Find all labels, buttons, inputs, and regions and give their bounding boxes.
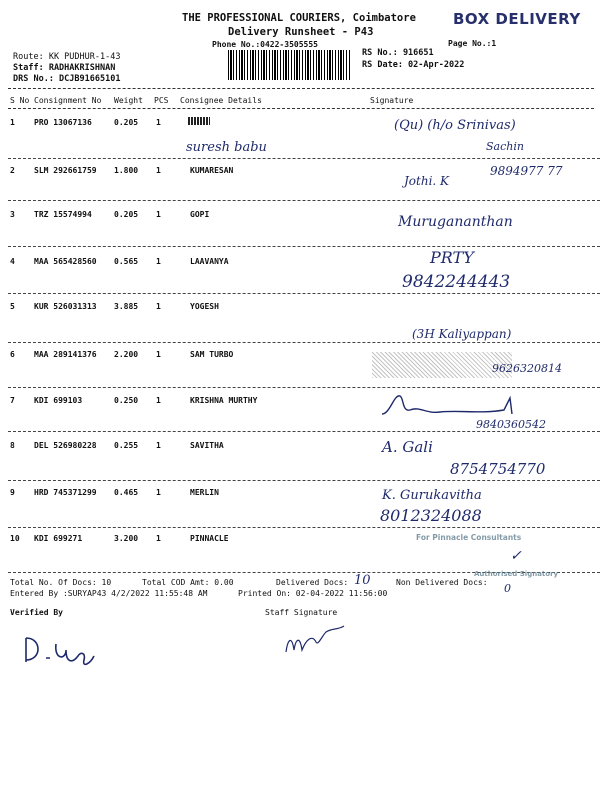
row-9-consignee: MERLIN [190, 488, 219, 497]
row-6-stamp [372, 352, 512, 378]
row-4-extra: 9842244443 [402, 272, 511, 292]
row-6-sno: 6 [10, 350, 15, 359]
row-3-pcs: 1 [156, 210, 161, 219]
row-8-pcs: 1 [156, 441, 161, 450]
row-divider [8, 200, 600, 201]
row-8-consignee: SAVITHA [190, 441, 224, 450]
row-divider [8, 246, 600, 247]
box-delivery-stamp: BOX DELIVERY [453, 10, 581, 28]
row-1-signature: (Qu) (h/o Srinivas) [394, 118, 516, 133]
row-5-consignment: KUR 526031313 [34, 302, 97, 311]
row-2-signature: Jothi. K [404, 174, 450, 188]
row-9-extra: 8012324088 [380, 506, 482, 525]
row-6-signature: 9626320814 [492, 362, 562, 375]
row-5-weight: 3.885 [114, 302, 139, 311]
entered-by: Entered By :SURYAP43 4/2/2022 11:55:48 AM [10, 589, 208, 598]
row-5-pcs: 1 [156, 302, 161, 311]
row-9-sno: 9 [10, 488, 15, 497]
col-consignee: Consignee Details [180, 96, 262, 105]
verified-by-label: Verified By [10, 608, 63, 617]
row-8-sno: 8 [10, 441, 15, 450]
row-10-consignment: KDI 699271 [34, 534, 83, 543]
row-4-pcs: 1 [156, 257, 161, 266]
col-sno: S No [10, 96, 30, 105]
row-8-consignment: DEL 526980228 [34, 441, 97, 450]
row-8-extra: 8754754770 [450, 460, 546, 478]
runsheet-title: Delivery Runsheet - P43 [228, 26, 374, 38]
row-4-sno: 4 [10, 257, 15, 266]
row-1-consignee-scratched [188, 117, 210, 125]
verified-by-signature [20, 630, 110, 670]
row-divider [8, 387, 600, 388]
row-3-weight: 0.205 [114, 210, 139, 219]
row-6-weight: 2.200 [114, 350, 139, 359]
page-number: Page No.:1 [448, 39, 497, 48]
col-signature: Signature [370, 96, 414, 105]
row-divider [8, 480, 600, 481]
row-8-weight: 0.255 [114, 441, 139, 450]
row-10-consignee: PINNACLE [190, 534, 229, 543]
row-10-signature-stamp: For Pinnacle Consultants [416, 533, 522, 542]
row-8-signature: A. Gali [382, 438, 433, 456]
staff-signature-scribble [282, 618, 362, 658]
row-2-pcs: 1 [156, 166, 161, 175]
row-9-consignment: HRD 745371299 [34, 488, 97, 497]
staff-signature-label: Staff Signature [265, 608, 338, 617]
row-1-extra: Sachin [486, 140, 524, 153]
row-4-signature: PRTY [430, 248, 474, 267]
route: Route: KK PUDHUR-1-43 [13, 52, 121, 62]
row-4-consignee: LAAVANYA [190, 257, 229, 266]
row-2-extra: 9894977 77 [490, 164, 563, 178]
row-7-consignee: KRISHNA MURTHY [190, 396, 258, 405]
row-10-weight: 3.200 [114, 534, 139, 543]
row-1-sno: 1 [10, 118, 15, 127]
total-docs: Total No. Of Docs: 10 [10, 578, 112, 587]
rs-date: RS Date: 02-Apr-2022 [362, 60, 465, 70]
staff: Staff: RADHAKRISHNAN [13, 63, 116, 73]
drs-number: DRS No.: DCJB91665101 [13, 74, 121, 84]
company-title: THE PROFESSIONAL COURIERS, Coimbatore [182, 12, 416, 24]
row-10-check-mark: ✓ [510, 548, 522, 564]
row-6-consignee: SAM TURBO [190, 350, 234, 359]
row-3-signature: Murugananthan [398, 214, 513, 230]
row-1-consignment: PRO 13067136 [34, 118, 92, 127]
row-1-weight: 0.205 [114, 118, 139, 127]
row-5-consignee: YOGESH [190, 302, 219, 311]
delivered-docs-label: Delivered Docs: [276, 578, 349, 587]
row-3-consignee: GOPI [190, 210, 210, 219]
row-divider [8, 431, 600, 432]
row-1-pcs: 1 [156, 118, 161, 127]
col-consignment: Consignment No [34, 96, 102, 105]
non-delivered-value: 0 [504, 582, 511, 595]
row-5-signature: (3H Kaliyappan) [412, 327, 512, 341]
phone-number: Phone No.:0422-3505555 [212, 40, 318, 49]
row-3-consignment: TRZ 15574994 [34, 210, 92, 219]
row-2-consignment: SLM 292661759 [34, 166, 97, 175]
row-divider [8, 342, 600, 343]
row-2-sno: 2 [10, 166, 15, 175]
authorised-signatory-stamp: Authorised Signatory [474, 570, 559, 578]
printed-on: Printed On: 02-04-2022 11:56:00 [238, 589, 388, 598]
row-5-sno: 5 [10, 302, 15, 311]
col-pcs: PCS [154, 96, 169, 105]
barcode [228, 50, 350, 80]
row-7-consignment: KDI 699103 [34, 396, 83, 405]
row-divider [8, 158, 600, 159]
row-3-sno: 3 [10, 210, 15, 219]
delivered-docs-value: 10 [354, 573, 371, 588]
row-7-weight: 0.250 [114, 396, 139, 405]
row-7-sno: 7 [10, 396, 15, 405]
col-weight: Weight [114, 96, 143, 105]
non-delivered-label: Non Delivered Docs: [396, 578, 488, 587]
row-4-weight: 0.565 [114, 257, 139, 266]
header-divider-bottom [8, 108, 594, 109]
row-10-sno: 10 [10, 534, 20, 543]
row-7-pcs: 1 [156, 396, 161, 405]
row-1-handwritten-name: suresh babu [186, 140, 267, 155]
header-divider-top [8, 88, 594, 89]
row-9-signature: K. Gurukavitha [382, 488, 482, 503]
row-7-extra: 9840360542 [476, 418, 546, 431]
row-divider [8, 527, 600, 528]
row-6-consignment: MAA 289141376 [34, 350, 97, 359]
row-2-consignee: KUMARESAN [190, 166, 234, 175]
row-9-pcs: 1 [156, 488, 161, 497]
row-2-weight: 1.800 [114, 166, 139, 175]
total-cod: Total COD Amt: 0.00 [142, 578, 234, 587]
row-9-weight: 0.465 [114, 488, 139, 497]
row-6-pcs: 1 [156, 350, 161, 359]
row-4-consignment: MAA 565428560 [34, 257, 97, 266]
rs-number: RS No.: 916651 [362, 48, 434, 58]
row-divider [8, 293, 600, 294]
row-10-pcs: 1 [156, 534, 161, 543]
